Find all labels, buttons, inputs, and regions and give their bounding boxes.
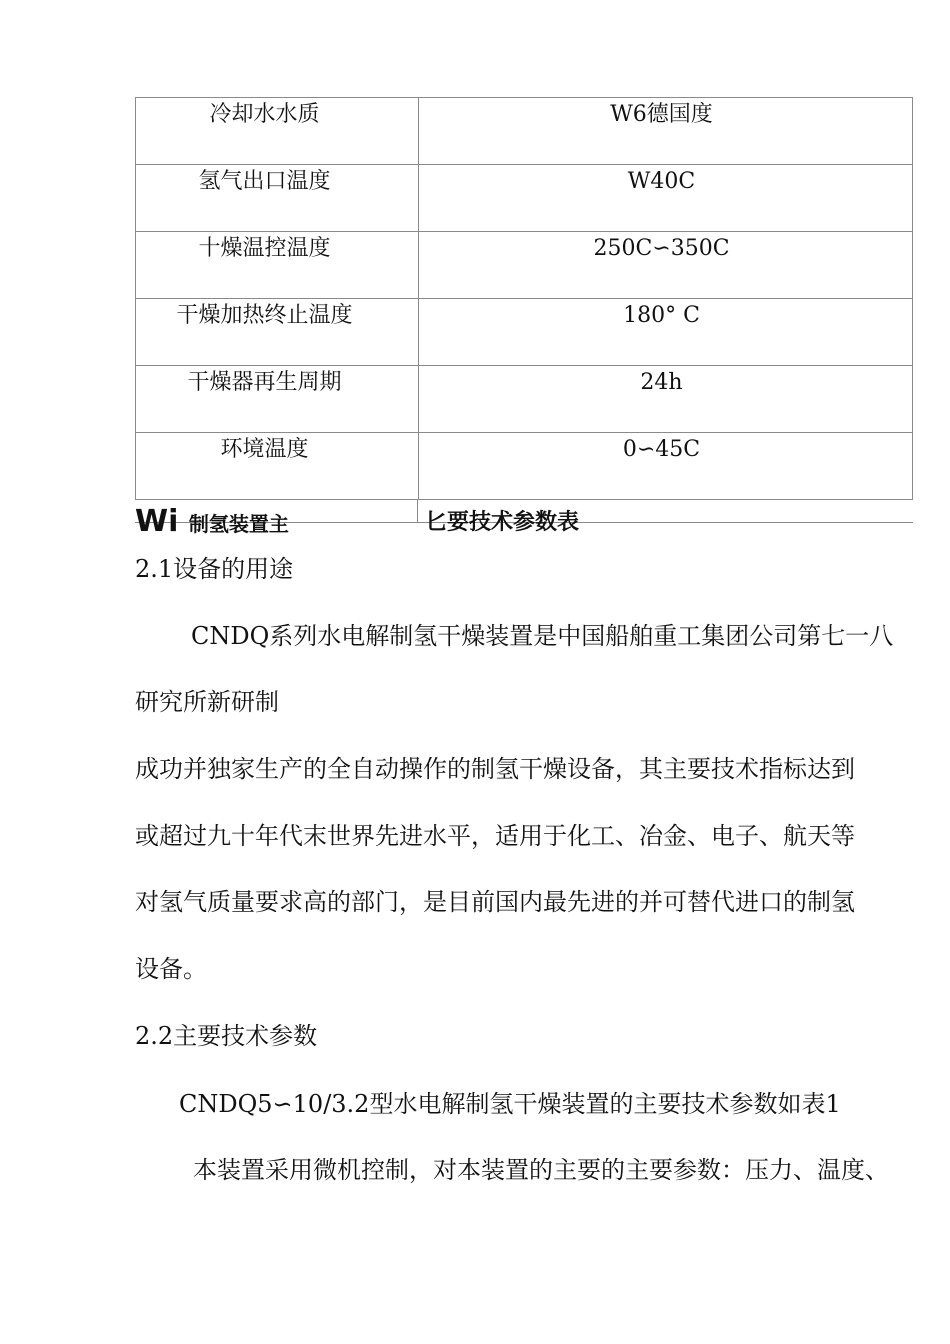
param-value: W40C <box>627 169 696 194</box>
param-label-cell <box>136 366 419 433</box>
paragraph-line: CNDQ系列水电解制氢干燥装置是中国船舶重工集团公司第七一八 <box>191 622 894 650</box>
param-value: 0∽45C <box>622 437 701 462</box>
param-label: 环境温度 <box>220 437 309 462</box>
param-value: 250C∽350C <box>593 236 730 261</box>
param-label-cell <box>136 433 419 500</box>
param-value: W6德国度 <box>610 102 713 127</box>
param-label: 氢气出口温度 <box>198 169 331 194</box>
table-row <box>136 366 913 433</box>
caption-divider <box>417 500 418 522</box>
param-label: 干燥器再生周期 <box>187 370 342 395</box>
parameter-table <box>135 97 913 539</box>
paragraph-line: 研究所新研制 <box>135 688 279 716</box>
param-value-cell <box>419 232 913 299</box>
paragraph-line: CNDQ5∽10/3.2型水电解制氢干燥装置的主要技术参数如表1 <box>179 1090 841 1118</box>
table-caption <box>135 500 913 539</box>
table-row <box>136 232 913 299</box>
table-caption-right: 匕要技术参数表 <box>425 510 580 535</box>
param-label-cell <box>136 98 419 165</box>
caption-big-text: Wi <box>135 504 179 539</box>
table-row <box>136 299 913 366</box>
paragraph-line: 对氢气质量要求高的部门，是目前国内最先进的并可替代进口的制氢 <box>135 888 855 916</box>
param-value-cell <box>419 165 913 232</box>
param-label-cell <box>136 232 419 299</box>
paragraph-line: 本装置采用微机控制，对本装置的主要的主要参数：压力、温度、 <box>193 1156 889 1184</box>
param-label-cell <box>136 299 419 366</box>
param-label-cell <box>136 165 419 232</box>
table-row <box>136 165 913 232</box>
parameter-table-grid <box>135 97 913 500</box>
table-caption-left <box>135 504 289 539</box>
paragraph-line: 设备。 <box>135 955 207 983</box>
param-value: 24h <box>640 370 683 395</box>
section-heading-2-1: 2.1设备的用途 <box>135 555 294 583</box>
param-value-cell <box>419 366 913 433</box>
param-label: 十燥温控温度 <box>198 236 331 261</box>
paragraph-line: 或超过九十年代末世界先进水平，适用于化工、冶金、电子、航天等 <box>135 822 855 850</box>
param-label: 冷却水水质 <box>209 102 320 127</box>
param-label: 干燥加热终止温度 <box>176 303 353 328</box>
param-value-cell <box>419 433 913 500</box>
param-value-cell <box>419 98 913 165</box>
table-row <box>136 98 913 165</box>
param-value: 180° C <box>623 303 700 328</box>
caption-small-text: 制氢装置主 <box>188 512 289 536</box>
paragraph-line: 成功并独家生产的全自动操作的制氢干燥设备，其主要技术指标达到 <box>135 755 855 783</box>
table-row <box>136 433 913 500</box>
section-heading-2-2: 2.2主要技术参数 <box>135 1022 318 1050</box>
param-value-cell <box>419 299 913 366</box>
